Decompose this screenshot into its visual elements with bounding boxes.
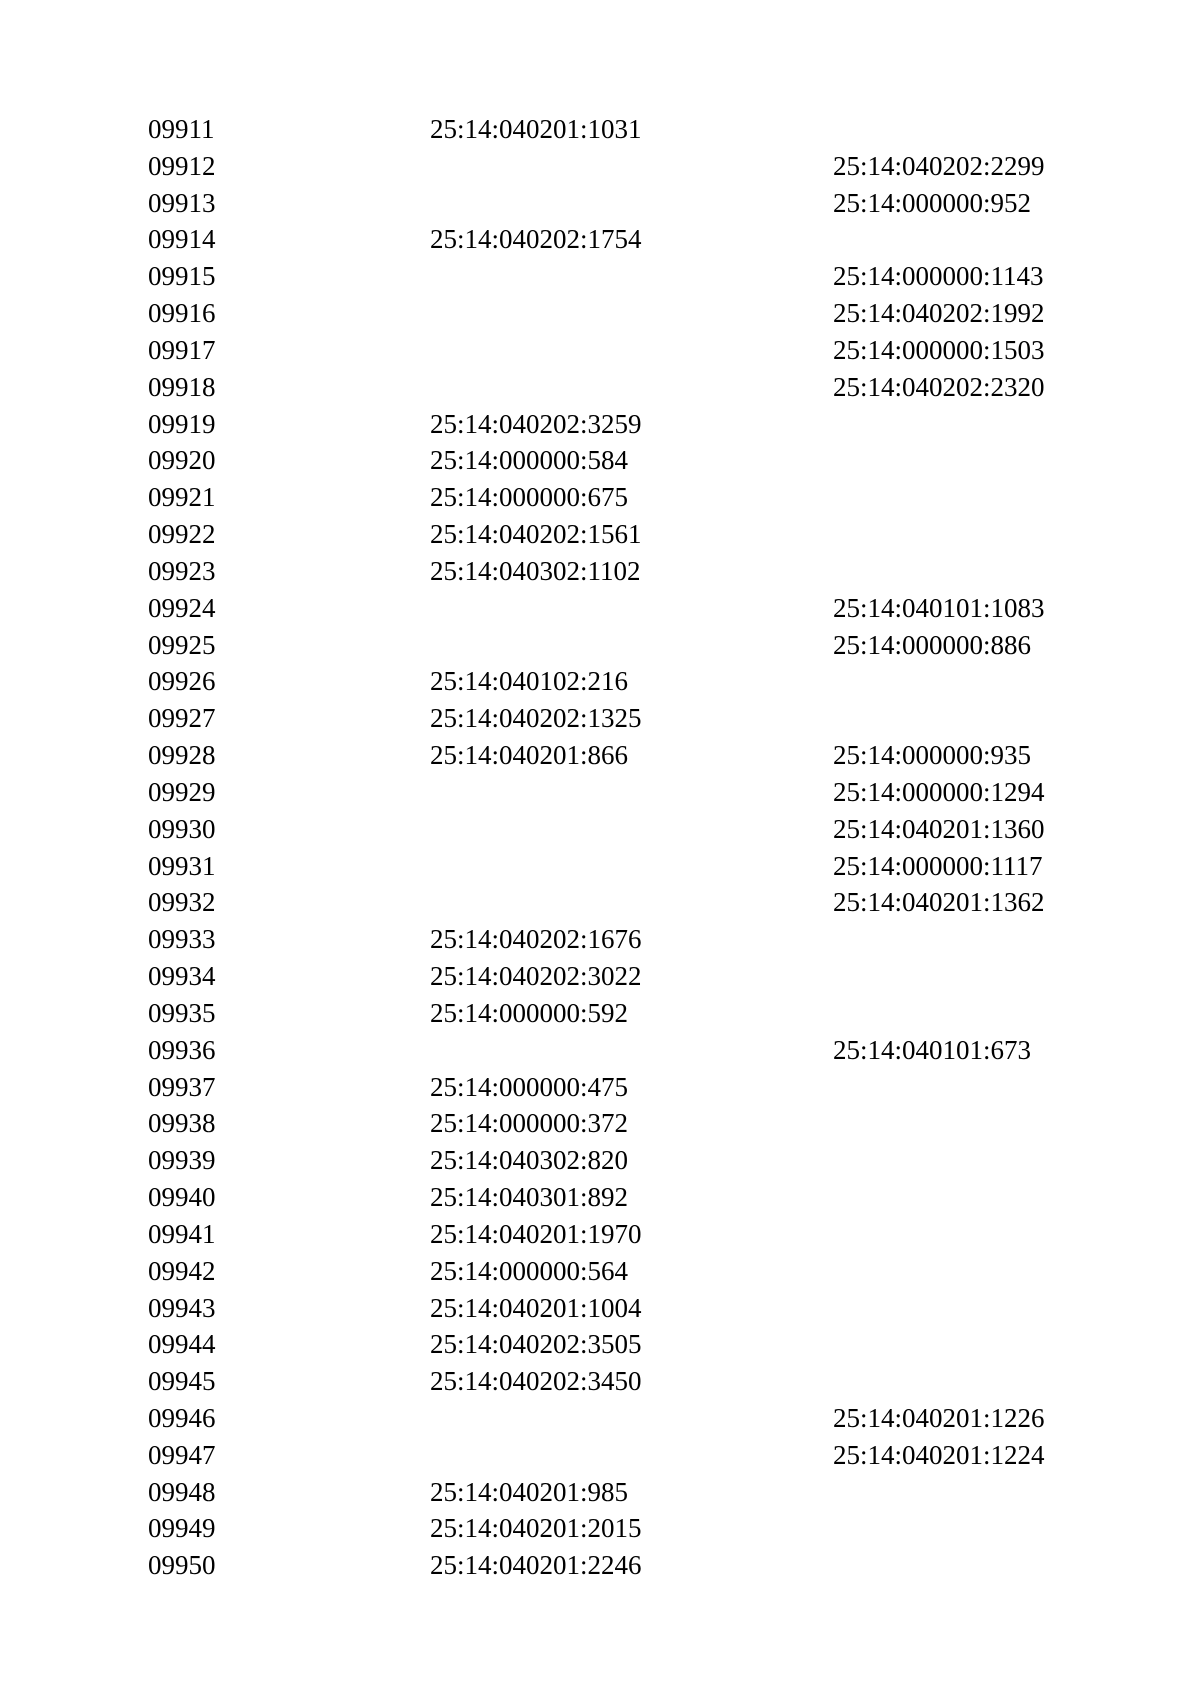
cadastral-number-col-b: 25:14:040101:1083 bbox=[833, 592, 1045, 623]
row-number: 09915 bbox=[148, 261, 216, 292]
table-row bbox=[130, 995, 980, 1032]
row-number: 09942 bbox=[148, 1255, 216, 1286]
cadastral-number-col-b: 25:14:040201:1226 bbox=[833, 1402, 1045, 1433]
cadastral-number-col-a: 25:14:040301:892 bbox=[430, 1182, 629, 1213]
row-number: 09929 bbox=[148, 776, 216, 807]
row-number: 09937 bbox=[148, 1071, 216, 1102]
cadastral-number-col-a: 25:14:040201:2246 bbox=[430, 1550, 642, 1581]
cadastral-number-col-a: 25:14:040201:1004 bbox=[430, 1292, 642, 1323]
table-row bbox=[130, 774, 1045, 811]
table-row bbox=[130, 1179, 980, 1216]
table-row bbox=[130, 332, 1045, 369]
table-row bbox=[130, 1400, 1045, 1437]
table-row bbox=[130, 1105, 980, 1142]
cadastral-number-col-a: 25:14:040202:1754 bbox=[430, 224, 642, 255]
table-row bbox=[130, 479, 980, 516]
row-number: 09932 bbox=[148, 887, 216, 918]
cadastral-number-col-b: 25:14:000000:1117 bbox=[833, 850, 1043, 881]
row-number: 09938 bbox=[148, 1108, 216, 1139]
table-row bbox=[130, 1032, 1032, 1069]
row-number: 09920 bbox=[148, 445, 216, 476]
row-number: 09945 bbox=[148, 1366, 216, 1397]
cadastral-number-col-a: 25:14:040302:1102 bbox=[430, 555, 641, 586]
row-number: 09934 bbox=[148, 961, 216, 992]
row-number: 09923 bbox=[148, 555, 216, 586]
table-row bbox=[130, 737, 1032, 774]
cadastral-number-col-b: 25:14:000000:952 bbox=[833, 187, 1032, 218]
table-row bbox=[130, 1547, 980, 1584]
row-number: 09922 bbox=[148, 519, 216, 550]
table-row bbox=[130, 148, 1045, 185]
cadastral-number-col-a: 25:14:040202:3259 bbox=[430, 408, 642, 439]
row-number: 09946 bbox=[148, 1402, 216, 1433]
cadastral-number-col-a: 25:14:040201:985 bbox=[430, 1476, 629, 1507]
table-row bbox=[130, 700, 980, 737]
row-number: 09916 bbox=[148, 298, 216, 329]
cadastral-number-col-a: 25:14:040201:1970 bbox=[430, 1218, 642, 1249]
table-row bbox=[130, 553, 980, 590]
cadastral-number-col-b: 25:14:040202:2320 bbox=[833, 371, 1045, 402]
row-number: 09939 bbox=[148, 1145, 216, 1176]
table-row bbox=[130, 958, 980, 995]
row-number: 09950 bbox=[148, 1550, 216, 1581]
row-number: 09927 bbox=[148, 703, 216, 734]
cadastral-number-col-a: 25:14:000000:675 bbox=[430, 482, 629, 513]
row-number: 09935 bbox=[148, 997, 216, 1028]
row-number: 09912 bbox=[148, 150, 216, 181]
table-row bbox=[130, 1510, 980, 1547]
cadastral-number-col-a: 25:14:040202:1325 bbox=[430, 703, 642, 734]
table-row bbox=[130, 221, 980, 258]
cadastral-number-col-a: 25:14:000000:564 bbox=[430, 1255, 629, 1286]
cadastral-number-col-b: 25:14:040201:1362 bbox=[833, 887, 1045, 918]
cadastral-number-col-a: 25:14:040201:2015 bbox=[430, 1513, 642, 1544]
table-row bbox=[130, 258, 1044, 295]
row-number: 09911 bbox=[148, 114, 215, 144]
table-row bbox=[130, 627, 1032, 664]
cadastral-number-col-a: 25:14:040202:3022 bbox=[430, 961, 642, 992]
cadastral-number-col-a: 25:14:040102:216 bbox=[430, 666, 629, 697]
table-row bbox=[130, 442, 980, 479]
cadastral-number-col-b: 25:14:000000:886 bbox=[833, 629, 1032, 660]
cadastral-number-col-b: 25:14:000000:1143 bbox=[833, 261, 1044, 292]
cadastral-number-table bbox=[130, 111, 1045, 1584]
cadastral-number-col-a: 25:14:040202:1561 bbox=[430, 519, 642, 550]
table-row bbox=[130, 921, 980, 958]
table-row bbox=[130, 811, 1045, 848]
table-row bbox=[130, 1290, 980, 1327]
table-row bbox=[130, 1326, 980, 1363]
table-row bbox=[130, 1069, 980, 1106]
table-row bbox=[130, 590, 1045, 627]
cadastral-number-col-b: 25:14:040202:2299 bbox=[833, 150, 1045, 181]
row-number: 09917 bbox=[148, 334, 216, 365]
row-number: 09943 bbox=[148, 1292, 216, 1323]
row-number: 09913 bbox=[148, 187, 216, 218]
row-number: 09925 bbox=[148, 629, 216, 660]
cadastral-number-col-a: 25:14:000000:372 bbox=[430, 1108, 629, 1139]
row-number: 09949 bbox=[148, 1513, 216, 1544]
row-number: 09926 bbox=[148, 666, 216, 697]
row-number: 09933 bbox=[148, 924, 216, 955]
table-row bbox=[130, 185, 1032, 222]
table-row bbox=[130, 406, 980, 443]
cadastral-number-col-a: 25:14:040202:1676 bbox=[430, 924, 642, 955]
table-row bbox=[130, 663, 980, 700]
table-row bbox=[130, 295, 1045, 332]
cadastral-number-col-b: 25:14:000000:1503 bbox=[833, 334, 1045, 365]
cadastral-number-col-b: 25:14:040201:1360 bbox=[833, 813, 1045, 844]
cadastral-number-col-a: 25:14:040201:866 bbox=[430, 740, 629, 771]
cadastral-number-col-b: 25:14:040201:1224 bbox=[833, 1439, 1045, 1470]
table-row bbox=[130, 369, 1045, 406]
table-row bbox=[130, 884, 1045, 921]
row-number: 09930 bbox=[148, 813, 216, 844]
cadastral-number-col-b: 25:14:040202:1992 bbox=[833, 298, 1045, 329]
row-number: 09918 bbox=[148, 371, 216, 402]
row-number: 09919 bbox=[148, 408, 216, 439]
row-number: 09948 bbox=[148, 1476, 216, 1507]
table-row bbox=[130, 1437, 1045, 1474]
table-row bbox=[130, 848, 1043, 885]
cadastral-number-col-a: 25:14:040202:3505 bbox=[430, 1329, 642, 1360]
table-row bbox=[130, 1253, 980, 1290]
table-row bbox=[130, 1216, 980, 1253]
cadastral-number-col-a: 25:14:000000:475 bbox=[430, 1071, 629, 1102]
row-number: 09914 bbox=[148, 224, 216, 255]
row-number: 09921 bbox=[148, 482, 216, 513]
cadastral-number-col-a: 25:14:040202:3450 bbox=[430, 1366, 642, 1397]
row-number: 09928 bbox=[148, 740, 216, 771]
row-number: 09947 bbox=[148, 1439, 216, 1470]
table-row bbox=[130, 111, 980, 148]
cadastral-number-col-b: 25:14:000000:935 bbox=[833, 740, 1032, 771]
cadastral-number-col-a: 25:14:000000:584 bbox=[430, 445, 629, 476]
row-number: 09936 bbox=[148, 1034, 216, 1065]
row-number: 09940 bbox=[148, 1182, 216, 1213]
cadastral-number-col-a: 25:14:040302:820 bbox=[430, 1145, 629, 1176]
table-row bbox=[130, 1142, 980, 1179]
row-number: 09944 bbox=[148, 1329, 216, 1360]
table-row bbox=[130, 1474, 980, 1511]
cadastral-number-col-b: 25:14:040101:673 bbox=[833, 1034, 1032, 1065]
row-number: 09924 bbox=[148, 592, 216, 623]
cadastral-number-col-a: 25:14:000000:592 bbox=[430, 997, 629, 1028]
cadastral-number-col-b: 25:14:000000:1294 bbox=[833, 776, 1045, 807]
row-number: 09931 bbox=[148, 850, 216, 881]
table-row bbox=[130, 1363, 980, 1400]
cadastral-number-col-a: 25:14:040201:1031 bbox=[430, 114, 642, 144]
table-row bbox=[130, 516, 980, 553]
row-number: 09941 bbox=[148, 1218, 216, 1249]
